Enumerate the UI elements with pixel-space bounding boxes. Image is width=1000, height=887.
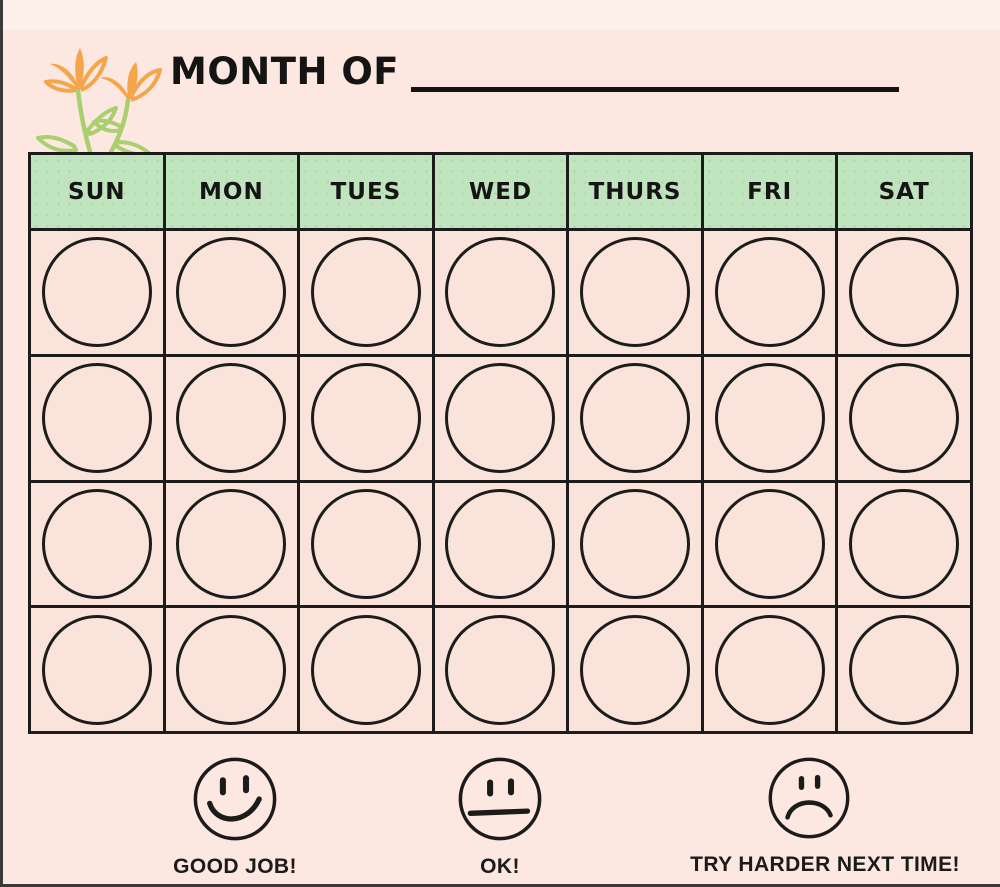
day-status-circle[interactable] [445,489,555,599]
day-status-circle[interactable] [311,237,421,347]
day-cell-week2-sun [31,357,163,480]
window-left-edge [0,0,3,887]
neutral-face-icon [456,755,544,843]
day-cell-week2-thurs [569,357,701,480]
day-cell-week4-sun [31,608,163,731]
day-header-label: WED [468,178,533,205]
day-header-wed [435,155,567,228]
day-header-label: MON [199,178,264,205]
day-cell-week4-tues [300,608,432,731]
day-status-circle[interactable] [849,237,959,347]
day-cell-week2-fri [704,357,836,480]
day-cell-week2-sat [838,357,970,480]
day-cell-week2-tues [300,357,432,480]
day-cell-week1-tues [300,231,432,354]
day-header-mon [166,155,298,228]
legend-label: TRY HARDER NEXT TIME! [690,853,960,876]
day-header-sun [31,155,163,228]
day-status-circle[interactable] [580,615,690,725]
day-status-circle[interactable] [42,363,152,473]
day-status-circle[interactable] [42,615,152,725]
day-status-circle[interactable] [445,615,555,725]
day-status-circle[interactable] [580,237,690,347]
day-cell-week4-wed [435,608,567,731]
legend-label: GOOD JOB! [173,855,297,878]
legend-item-try-harder [670,755,980,877]
day-status-circle[interactable] [849,489,959,599]
page-title: MONTH OF [170,50,400,93]
day-status-circle[interactable] [176,615,286,725]
legend-item-good [115,755,355,879]
legend-item-ok [380,755,620,879]
day-cell-week3-tues [300,483,432,606]
day-cell-week3-sun [31,483,163,606]
day-status-circle[interactable] [311,615,421,725]
day-header-fri [704,155,836,228]
day-status-circle[interactable] [176,363,286,473]
happy-face-icon [191,755,279,843]
month-input-line[interactable] [411,87,899,92]
day-cell-week1-sat [838,231,970,354]
day-cell-week1-thurs [569,231,701,354]
sad-face-icon [766,755,852,841]
day-status-circle[interactable] [311,489,421,599]
day-cell-week4-thurs [569,608,701,731]
day-status-circle[interactable] [715,615,825,725]
day-header-label: FRI [747,178,793,205]
day-status-circle[interactable] [445,237,555,347]
day-status-circle[interactable] [580,489,690,599]
top-band [0,0,1000,30]
day-cell-week2-wed [435,357,567,480]
day-cell-week3-wed [435,483,567,606]
legend-label: OK! [480,855,520,878]
day-status-circle[interactable] [849,615,959,725]
day-status-circle[interactable] [176,489,286,599]
day-header-label: THURS [588,178,682,205]
day-cell-week4-sat [838,608,970,731]
day-header-label: SUN [68,178,126,205]
day-status-circle[interactable] [311,363,421,473]
flowers-illustration [18,34,180,156]
day-cell-week3-mon [166,483,298,606]
day-cell-week4-fri [704,608,836,731]
day-status-circle[interactable] [715,363,825,473]
day-cell-week3-fri [704,483,836,606]
day-status-circle[interactable] [715,489,825,599]
day-status-circle[interactable] [445,363,555,473]
day-status-circle[interactable] [715,237,825,347]
day-cell-week1-mon [166,231,298,354]
calendar-grid [28,152,973,734]
day-status-circle[interactable] [42,237,152,347]
day-cell-week1-fri [704,231,836,354]
day-header-label: SAT [878,178,930,205]
day-header-thurs [569,155,701,228]
day-header-tues [300,155,432,228]
day-status-circle[interactable] [849,363,959,473]
day-status-circle[interactable] [42,489,152,599]
day-cell-week1-wed [435,231,567,354]
day-cell-week3-sat [838,483,970,606]
day-header-sat [838,155,970,228]
day-status-circle[interactable] [176,237,286,347]
day-cell-week4-mon [166,608,298,731]
day-cell-week2-mon [166,357,298,480]
day-header-label: TUES [330,178,402,205]
day-cell-week1-sun [31,231,163,354]
day-cell-week3-thurs [569,483,701,606]
day-status-circle[interactable] [580,363,690,473]
